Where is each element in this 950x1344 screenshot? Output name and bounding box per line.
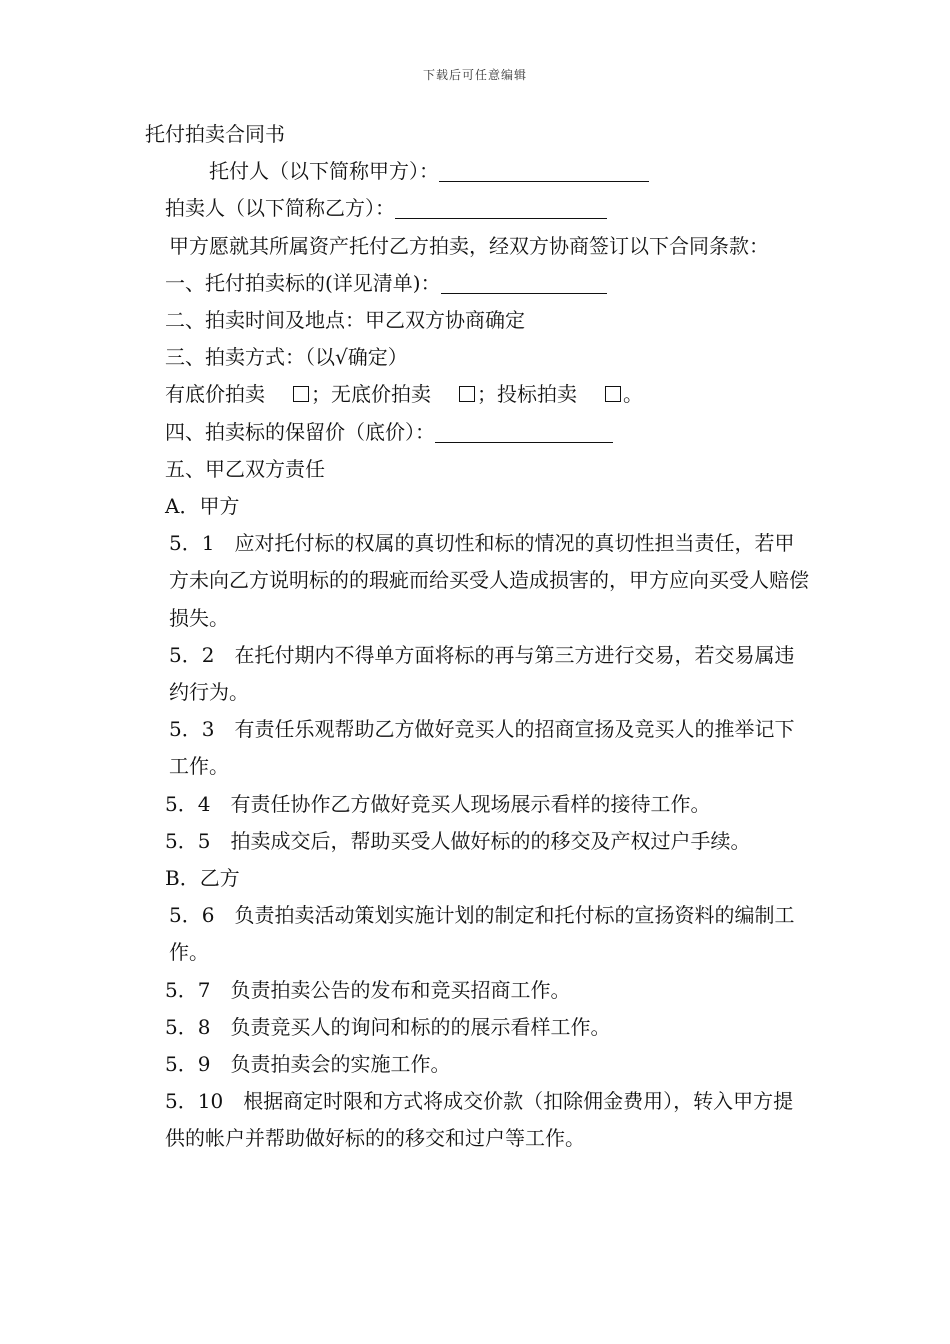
document-title: 托付拍卖合同书 — [145, 122, 285, 146]
contract-document — [145, 116, 810, 1158]
clause-text: 负责拍卖活动策划实施计划的制定和托付标的宣扬资料的编制工作。 — [169, 903, 795, 965]
page-header-note: 下载后可任意编辑 — [422, 68, 527, 82]
clause-text: 有责任乐观帮助乙方做好竞买人的招商宣扬及竞买人的推举记下工作。 — [169, 717, 795, 779]
item-1-line — [145, 265, 810, 302]
clause-5-10 — [145, 1083, 810, 1157]
item-4-line — [145, 414, 810, 451]
party-a-line — [145, 153, 810, 190]
party-b-blank[interactable] — [395, 194, 607, 219]
clause-5-1 — [145, 525, 810, 637]
party-b-line — [145, 190, 810, 227]
options-end: 。 — [623, 382, 643, 407]
party-b-label: 拍卖人（以下简称乙方）： — [165, 196, 395, 221]
clause-number: 5．9 — [165, 1052, 211, 1077]
party-a-label: 托付人（以下简称甲方）： — [209, 159, 439, 184]
clause-number: 5．3 — [169, 717, 215, 742]
option-no-reserve-label: ；无底价拍卖 — [311, 382, 431, 407]
clause-number: 5．10 — [165, 1089, 224, 1114]
clause-text: 负责拍卖公告的发布和竞买招商工作。 — [230, 977, 571, 1002]
party-a-blank[interactable] — [439, 157, 649, 182]
clause-5-8 — [145, 1009, 810, 1046]
item-4-label: 四、拍卖标的保留价（底价）： — [165, 419, 435, 444]
option-no-reserve-checkbox[interactable] — [459, 386, 475, 402]
clause-5-9 — [145, 1046, 810, 1083]
clause-text: 负责竞买人的询问和标的的展示看样工作。 — [230, 1014, 611, 1039]
item-1-label: 一、托付拍卖标的(详见清单)： — [165, 270, 441, 295]
item-2-line: 二、拍卖时间及地点：甲乙双方协商确定 — [165, 308, 525, 333]
clause-5-7 — [145, 972, 810, 1009]
clause-text: 在托付期内不得单方面将标的再与第三方进行交易，若交易属违约行为。 — [169, 642, 795, 705]
clause-number: 5．6 — [169, 903, 215, 928]
item-4-blank[interactable] — [435, 418, 613, 443]
option-reserve-label: 有底价拍卖 — [165, 382, 265, 407]
clause-text: 拍卖成交后，帮助买受人做好标的的移交及产权过户手续。 — [230, 828, 751, 853]
clause-text: 根据商定时限和方式将成交价款（扣除佣金费用），转入甲方提供的帐户并帮助做好标的的移交和过户等工作。 — [165, 1089, 794, 1151]
clause-5-3 — [145, 711, 810, 785]
clause-text: 有责任协作乙方做好竞买人现场展示看样的接待工作。 — [230, 791, 711, 816]
clause-5-6 — [145, 897, 810, 971]
option-tender-checkbox[interactable] — [605, 386, 621, 402]
clause-5-4 — [145, 786, 810, 823]
auction-options-line — [145, 376, 810, 413]
item-1-blank[interactable] — [441, 269, 607, 294]
clause-number: 5．5 — [165, 828, 211, 853]
clause-number: 5．8 — [165, 1014, 211, 1039]
option-tender-label: ；投标拍卖 — [477, 382, 577, 407]
option-reserve-checkbox[interactable] — [293, 386, 309, 402]
clause-number: 5．1 — [169, 531, 215, 556]
clause-number: 5．2 — [169, 642, 215, 667]
clause-number: 5．4 — [165, 791, 211, 816]
section-a-heading: A．甲方 — [165, 494, 240, 519]
clause-number: 5．7 — [165, 977, 211, 1002]
clause-5-5 — [145, 823, 810, 860]
section-b-heading: B．乙方 — [165, 866, 240, 891]
clause-text: 应对托付标的权属的真切性和标的情况的真切性担当责任，若甲方未向乙方说明标的的瑕疵而给买受人造成损害的，甲方应向买受人赔偿损失。 — [169, 531, 809, 630]
item-5-line: 五、甲乙双方责任 — [165, 456, 325, 481]
clause-text: 负责拍卖会的实施工作。 — [230, 1052, 451, 1077]
intro-paragraph: 甲方愿就其所属资产托付乙方拍卖，经双方协商签订以下合同条款： — [169, 233, 769, 258]
item-3-line: 三、拍卖方式：（以√确定） — [165, 345, 408, 370]
clause-5-2 — [145, 637, 810, 711]
